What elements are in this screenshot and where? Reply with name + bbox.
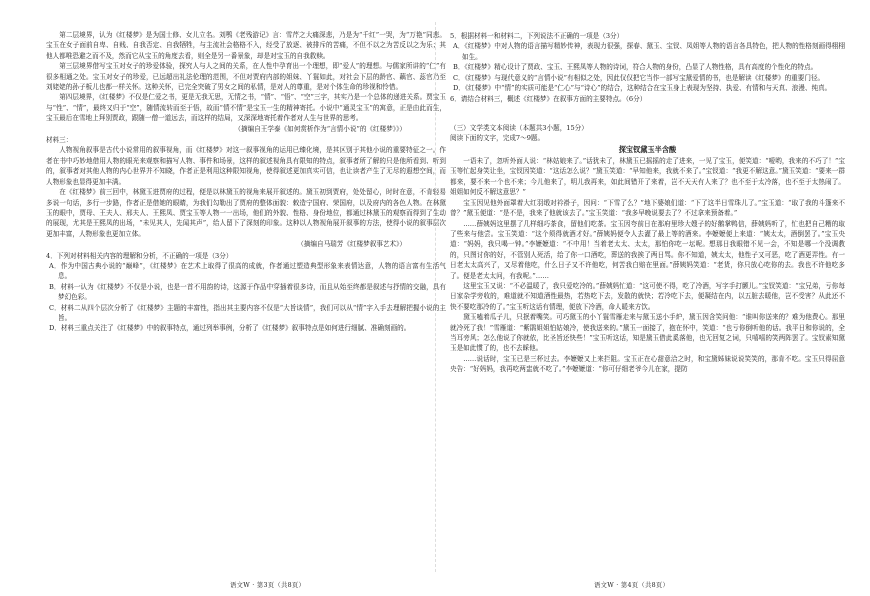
story-paragraph: ……说话时，宝玉已是三杯过去。李嬷嬷又上来拦阻。宝玉正在心甜意洽之时，和宝黛姊妹说说笑笑的，那肯不吃。宝玉只得屈意央告：“好妈妈，我再吃两盅就不吃了。”李嬷嬷道：“你可仔细老爷今儿在家，提防 (450, 354, 845, 374)
question-4-option-a: A．作为中国古典小说的“巅峰”，《红楼梦》在艺术上取得了很高的成就，作者通过塑造典型形象来表情达意，人物的语言富有生活气息。 (49, 261, 446, 281)
left-page-footer: 语文W · 第3页（共8页） (230, 582, 306, 589)
story-paragraph: 这里宝玉又说：“不必温暖了，我只爱吃冷的。”薛姨妈忙道：“这可使不得，吃了冷酒，写字手打颤儿。”宝钗笑道：“宝兄弟，亏你每日家杂学旁收的，难道就不知道酒性最热，若热吃下去，发散的就快；若冷吃下去，便凝结在内，以五脏去暖他，岂不受害？从此还不快不要吃那冷的了。”宝玉听这话有情理，便放下冷酒，命人暖来方饮。 (450, 281, 845, 311)
material-two-source: （摘编自王学泰《如何赏析作为“言情小说”的《红楼梦》》） (234, 124, 406, 133)
question-4-option-b: B．材料一认为《红楼梦》不仅是小说，也是一首不用韵的诗，这源于作品中穿插着很多诗，而且从始至终都是叙述与抒情的交融，具有梦幻色彩。 (49, 282, 446, 302)
right-page-footer: 语文W · 第4页（共8页） (594, 582, 670, 589)
question-5-option-d: D．《红楼梦》中“情”的实质可能是“仁心”与“诗心”的结合，这种结合在宝玉身上表现为坚持、执爱、有情和与天真、浪漫、纯真。 (453, 84, 832, 93)
question-6-stem: 6．请结合材料三，概述《红楼梦》在叙事方面的主要特点。（6分） (450, 95, 647, 104)
section-3-heading: （三）文学类文本阅读（本题共3小题，15分） (450, 123, 588, 132)
question-5-option-a: A．《红楼梦》中对人物的语言描写精妙传神，表现力很强，探春、黛玉、宝钗、凤姐等人物的语言各具特色，把人物的性格刻画得栩栩如生。 (453, 42, 845, 61)
question-5-option-c: C．《红楼梦》与现代意义的“言情小说”有相似之处，因此仅仅把它当作一部写宝黛爱情的书，也是解读《红楼梦》的重要门径。 (453, 73, 825, 82)
material-three-label: 材料三： (46, 136, 73, 145)
question-5-option-b: B．《红楼梦》精心设计了贾政、宝玉、王熙凤等人物的诗词，符合人物的身份，凸显了人物性格，具有高度的个性化的特点。 (453, 63, 818, 72)
left-paragraph: 第三层境界借写宝玉对女子的珍爱体验，探究人与人之间的关系，在人性中孕育出一个理想，即“爱人”的理想。与儒家所讲的“仁”有很多相通之处。宝玉对女子的珍爱，已远超出礼法伦理的范围，不但对贾府内部的姐妹、丫鬟如此，对社会下层的龄官、藕官、蕊官乃至刘姥姥的孙子板儿也都一样关怀。这种关怀，已完全突破了男女之间的私情，是对人的尊重，是对个体生命的珍视和怜惜。 (46, 62, 446, 92)
section-3-instruction: 阅读下面的文字，完成7～9题。 (450, 134, 545, 143)
question-4-option-c: C．材料二从四个层次分析了《红楼梦》主题的丰富性，指出其主要内容不仅是“大旨谈情”，我们可以从“情”字入手去理解把握小说的主旨。 (49, 303, 446, 322)
story-paragraph: ……薛姨妈这里摆了几样细巧茶食，留他们吃茶。宝玉因夸前日在那府里珍大嫂子的好鹅掌鸭信，薛姨妈听了，忙也把自己糟的取了些来与他尝。宝玉笑道：“这个须得就酒才好。”薛姨妈便令人去灌了最上等的酒来。李嬷嬷便上来道：“姨太太，酒倒罢了。”宝玉央道：“妈妈，我只喝一钟。”李嬷嬷道：“不中用！当着老太太、太太，那怕你吃一坛呢。想那日我眼错不见一会，不知是哪一个没调教的，只图讨你的好，不管别人死活，给了你一口酒吃，葬送的我挨了两日骂。你不知道，姨太太，他性子又可恶，吃了酒更弄性。有一日老太太高兴了，又尽着他吃，什么日子又不许他吃，何苦我白赔在里面。”薛姨妈笑道：“老货，你只放心吃你的去。我也不许他吃多了。便是老太太问，有我呢。”…… (450, 219, 845, 280)
story-paragraph: 一语未了，忽听外面人说：“林姑娘来了。”话犹未了，林黛玉已摇摇的走了进来，一见了宝玉，便笑道：“嗳哟，我来的不巧了！”宝玉等忙起身笑让坐，宝钗因笑道：“这话怎么说？”黛玉笑道：“早知他来，我就不来了。”宝钗道：“我更不解这意。”黛玉笑道：“要来一群都来，要不来一个也不来；今儿他来了，明儿我再来，如此间错开了来着，岂不天天有人来了？也不至于太冷落，也不至于太热闹了。姐姐如何反不解这意思？” (450, 157, 845, 197)
story-title: 探宝钗黛玉半含酸 (618, 144, 677, 154)
material-three-source: （摘编自马瑞芳《红楼梦叙事艺术》） (297, 240, 406, 249)
story-paragraph: 黛玉嗑着瓜子儿，只抿着嘴笑。可巧黛玉的小丫鬟雪雁走来与黛玉送小手炉，黛玉因含笑问他：“谁叫你送来的？难为他费心。那里就冷死了我！”雪雁道：“紫鹃姐姐怕姑娘冷，使我送来的。”黛玉一面接了，抱在怀中，笑道：“也亏你倒听他的话。我平日和你说的，全当耳旁风；怎么他说了你就依，比圣旨还快些！”宝玉听这话，知是黛玉借此奚落他，也无回复之词，只嘻嘻的笑两阵罢了。宝钗素知黛玉是如此惯了的，也不去睬他。 (450, 313, 845, 353)
question-5-stem: 5．根据材料一和材料二，下列说法不正确的一项是（3分） (450, 32, 624, 40)
right-page (450, 30, 845, 375)
left-paragraph: 第二层境界，认为《红楼梦》是为国士修、女儿立名。刘鹗《老残游记》言：雪芹之大痛深悲，乃是为“千红”一哭，为“万艳”同悲。宝玉在女子面前自卑、自贱、自我否定、自我牺牲，与主流社会格格不入，经受了放逐、被排斥的苦痛，不但不以之为苦反以之为乐；其他人都唯恐避之而不及，然而它从宝玉的角度去看，则全是另一番景象，却是对宝玉的自我救赎。 (46, 31, 446, 60)
material-three-paragraph: 人物视角叙事是古代小说常用的叙事视角，而《红楼梦》对这一叙事视角的运用已臻化境，是其区别于其他小说的重要特征之一。作者在书中巧妙地借用人物的眼光来观察和描写人物、事件和场景，这样的叙述视角具有限知的特点，叙事者所了解的只是他所看到、听到的，叙事者对其他人物的内心世界并不知晓，作者正是利用这种限知视角，使得叙述更加真实可信，也让读者产生了无尽的遐想空间，而人物形象也显得更加丰满。 (46, 146, 446, 186)
story-paragraph: 宝玉因见他外面罩着大红羽缎对衿褂子，因问：“下雪了么？”地下婆娘们道：“下了这半日雪珠儿了。”宝玉道：“取了我的斗篷来不曾？”黛玉便道：“是不是，我来了他就该去了。”宝玉笑道：“我多早晚说要去了？不过拿来预备着。” (450, 198, 845, 218)
left-page (46, 30, 446, 334)
material-three-paragraph: 在《红楼梦》前三回中，林黛玉进贾府的过程，便是以林黛玉的视角来展开叙述的。黛玉初到贾府，处处留心，时时在意，不肯轻易多说一句话，多行一步路，作者正是借她的眼睛，为我们勾勒出了贾府的整体面貌：敕造宁国府、荣国府，以及府内的各色人物。在林黛玉的眼中，贾母、王夫人、邢夫人、王熙凤、贾宝玉等人物一一出场，他们的外貌、性格、身份地位，都通过林黛玉的观察而得到了生动的展现，尤其是王熙凤的出场，“未见其人，先闻其声”，给人留下了深刻的印象。这种以人物视角展开叙事的方法，使得小说的叙事层次更加丰富，人物形象也更加立体。 (46, 188, 446, 238)
question-4-stem: 4．下列对材料相关内容的理解和分析，不正确的一项是（3分） (46, 251, 233, 260)
question-4-option-d: D．材料三重点关注了《红楼梦》中的叙事特点，通过列举事例，分析了《红楼梦》叙事特点是如何进行细腻、准确刻画的。 (49, 324, 411, 333)
left-paragraph: 第四层境界，《红楼梦》不仅是仁爱之书，更是无我无思，无情之书，“情”、“悟”、“空”三字，其实乃是一个总体的递进关系。贾宝玉与“性”、“情”，最终又归于“空”，随情流转而至于悟，故而“情不情”是宝玉一生的精神寄托。小说中“通灵宝玉”的寓意，正是由此而生，宝玉最后在雪地上拜别贾政，跟随一僧一道远去，而这样的结局，又深深地寄托着作者对人生与世界的思考。 (46, 93, 446, 123)
